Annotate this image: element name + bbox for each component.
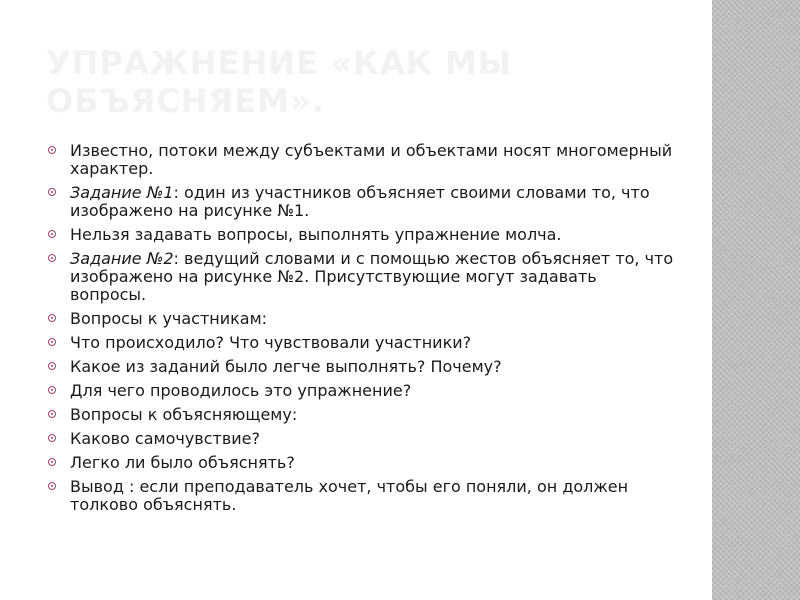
list-item (46, 478, 676, 514)
side-texture-band (712, 0, 800, 600)
list-item (46, 358, 676, 376)
item-text: Вопросы к участникам: (70, 309, 268, 328)
list-item (46, 226, 676, 244)
circle-bullet-icon (48, 410, 56, 418)
circle-bullet-icon (48, 338, 56, 346)
list-item (46, 334, 676, 352)
list-item (46, 430, 676, 448)
item-emphasis: Задание №1 (70, 183, 174, 202)
bullet-list (46, 142, 676, 520)
item-text: Какое из заданий было легче выполнять? Почему? (70, 357, 502, 376)
item-text: Каково самочувствие? (70, 429, 261, 448)
list-item (46, 250, 676, 304)
list-item (46, 184, 676, 220)
list-item (46, 310, 676, 328)
item-text: : ведущий словами и с помощью жестов объясняет то, что изображено на рисунке №2. Присутствующие могут задавать вопросы. (70, 249, 674, 304)
circle-bullet-icon (48, 482, 56, 490)
slide-title: УПРАЖНЕНИЕ «КАК МЫ ОБЪЯСНЯЕМ». (46, 44, 512, 120)
circle-bullet-icon (48, 230, 56, 238)
circle-bullet-icon (48, 458, 56, 466)
item-text: Известно, потоки между субъектами и объектами носят многомерный характер. (70, 141, 673, 178)
item-text: Нельзя задавать вопросы, выполнять упражнение молча. (70, 225, 562, 244)
circle-bullet-icon (48, 362, 56, 370)
item-text: Что происходило? Что чувствовали участники? (70, 333, 472, 352)
list-item (46, 382, 676, 400)
item-text: Легко ли было объяснять? (70, 453, 295, 472)
circle-bullet-icon (48, 188, 56, 196)
circle-bullet-icon (48, 314, 56, 322)
item-text: Вывод : если преподаватель хочет, чтобы его поняли, он должен толково объяснять. (70, 477, 629, 514)
circle-bullet-icon (48, 434, 56, 442)
list-item (46, 454, 676, 472)
circle-bullet-icon (48, 146, 56, 154)
item-emphasis: Задание №2 (70, 249, 174, 268)
item-text: Для чего проводилось это упражнение? (70, 381, 412, 400)
item-text: : один из участников объясняет своими словами то, что изображено на рисунке №1. (70, 183, 650, 220)
list-item (46, 142, 676, 178)
circle-bullet-icon (48, 386, 56, 394)
list-item (46, 406, 676, 424)
item-text: Вопросы к объясняющему: (70, 405, 298, 424)
circle-bullet-icon (48, 254, 56, 262)
